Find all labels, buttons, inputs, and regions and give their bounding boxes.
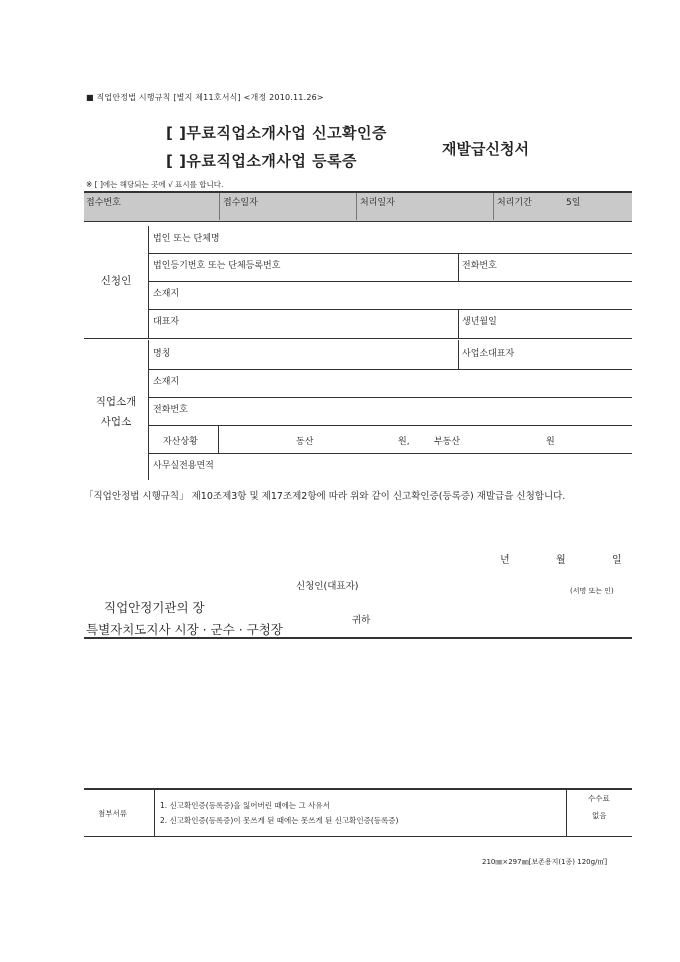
attachment-item-1: 1. 신고확인증(등록증)을 잃어버린 때에는 그 사유서	[160, 801, 330, 810]
attachments-top-border	[84, 788, 632, 790]
title-line-paid: [ ]유료직업소개사업 등록증	[166, 152, 358, 170]
real-estate-won-unit: 원	[546, 437, 555, 447]
recipient-line-1: 직업안정기관의 장	[104, 600, 205, 615]
divider	[148, 369, 632, 370]
attachments-label: 첨부서류	[98, 809, 127, 818]
representative-field[interactable]: 대표자	[153, 317, 180, 327]
agency-section-label-1: 직업소개	[95, 396, 137, 408]
divider	[84, 338, 632, 339]
divider	[219, 193, 220, 220]
applicant-phone-field[interactable]: 전화번호	[462, 261, 497, 271]
receipt-number-label: 접수번호	[86, 198, 121, 208]
instruction-note: ※ [ ]에는 해당되는 곳에 √ 표시를 합니다.	[86, 180, 224, 189]
title-line-free: [ ]무료직업소개사업 신고확인증	[166, 124, 388, 142]
agency-name-field[interactable]: 명칭	[153, 349, 171, 359]
section-divider	[84, 637, 632, 639]
divider	[148, 453, 632, 454]
agency-address-field[interactable]: 소재지	[153, 377, 180, 387]
movable-assets-label: 동산	[296, 437, 314, 447]
fee-label: 수수료	[588, 794, 610, 803]
applicant-address-field[interactable]: 소재지	[153, 289, 180, 299]
divider	[218, 425, 219, 453]
date-month-label: 월	[556, 555, 566, 566]
org-name-field[interactable]: 법인 또는 단체명	[153, 234, 220, 244]
fee-value: 없음	[592, 811, 607, 820]
divider	[493, 193, 494, 220]
office-use-row	[84, 191, 632, 222]
application-statement: 「직업안정법 시행규칙」 제10조제3항 및 제17조제2항에 따라 위와 같이 신고확인증(등록증) 재발급을 신청합니다.	[84, 491, 566, 502]
agency-phone-field[interactable]: 전화번호	[153, 405, 188, 415]
registration-number-field[interactable]: 법인등기번호 또는 단체등록번호	[153, 261, 281, 271]
divider	[154, 790, 155, 836]
birthdate-field[interactable]: 생년월일	[462, 317, 497, 327]
divider	[458, 253, 459, 281]
assets-label: 자산상황	[163, 437, 198, 447]
real-estate-label: 부동산	[434, 437, 461, 447]
divider	[458, 340, 459, 369]
office-representative-field[interactable]: 사업소대표자	[462, 349, 515, 359]
process-period-label: 처리기간	[497, 198, 532, 208]
applicant-signature-label: 신청인(대표자)	[296, 581, 359, 592]
applicant-section-label: 신청인	[100, 275, 132, 287]
divider	[148, 253, 632, 254]
divider	[148, 226, 149, 338]
divider	[566, 790, 567, 836]
title-suffix: 재발급신청서	[442, 140, 529, 158]
process-period-value: 5일	[566, 198, 581, 208]
process-date-label: 처리일자	[360, 198, 395, 208]
movable-won-unit: 원,	[398, 437, 410, 447]
signature-note: (서명 또는 인)	[570, 587, 614, 595]
recipient-line-2: 특별자치도지사 시장 · 군수 · 구청장	[86, 622, 283, 637]
recipient-honorific: 귀하	[352, 615, 371, 626]
divider	[458, 309, 459, 338]
divider	[148, 425, 632, 426]
divider	[148, 281, 632, 282]
divider	[356, 193, 357, 220]
date-day-label: 일	[612, 555, 622, 566]
divider	[148, 397, 632, 398]
divider	[148, 309, 632, 310]
date-year-label: 년	[500, 555, 510, 566]
office-area-field[interactable]: 사무실전용면적	[153, 461, 214, 471]
paper-spec: 210㎜×297㎜[보존용지(1종) 120g/㎡]	[482, 858, 608, 866]
attachment-item-2: 2. 신고확인증(등록증)이 못쓰게 된 때에는 못쓰게 된 신고확인증(등록증)	[160, 816, 399, 825]
receipt-date-label: 접수일자	[223, 198, 258, 208]
agency-section-label-2: 사업소	[100, 416, 132, 428]
attachments-bottom-border	[84, 836, 632, 837]
divider	[148, 340, 149, 480]
form-reference-note: ■ 직업안정법 시행규칙 [별지 제11호서식] <개정 2010.11.26>	[86, 93, 324, 102]
